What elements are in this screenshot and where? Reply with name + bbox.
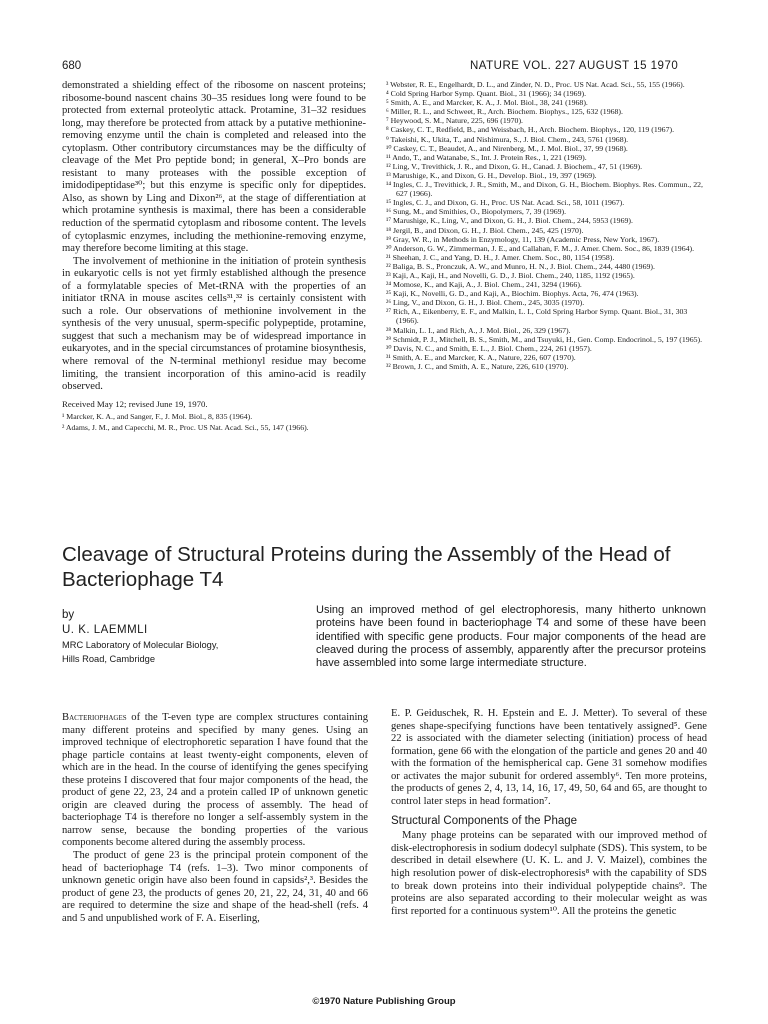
byline (62, 608, 292, 665)
reference-item: ¹⁵ Ingles, C. J., and Dixon, G. H., Proc. US Nat. Acad. Sci., 58, 1011 (1967). (386, 198, 625, 208)
reference-item: ⁷ Heywood, S. M., Nature, 225, 696 (1970). (386, 116, 523, 126)
reference-item: ³⁰ Davis, N. C., and Smith, E. L., J. Biol. Chem., 224, 261 (1957). (386, 343, 592, 353)
reference-item: ¹¹ Ando, T., and Watanabe, S., Int. J. Protein Res., 1, 221 (1969). (386, 152, 587, 162)
body-paragraph: The product of gene 23 is the principal protein component of the head of bacteriophage T4 (refs. 1–3). Two minor components of unknown genetic origin have also been found in capsids²,³. Besides the product of gene 23, the products of genes 20, 21, 22, 24, 31, 40 and 66 are required to determine the size and shape of the head-shell (refs. 4 and 5 and unpublished work of F. A. Eiserling, (62, 850, 368, 924)
reference-item: ²⁹ Schmidt, P. J., Mitchell, B. S., Smith, M., and Tsuyuki, H., Gen. Comp. Endocrinol., 5, 197 (1965). (386, 334, 703, 344)
reference-item: ¹⁸ Jergil, B., and Dixon, G. H., J. Biol. Chem., 245, 425 (1970). (386, 225, 584, 235)
section-heading: Structural Components of the Phage (391, 815, 578, 828)
reference-item: ²⁰ Anderson, G. W., Zimmerman, J. E., and Callahan, F. M., J. Amer. Chem. Soc., 86, 1839 (1964). (386, 243, 695, 253)
reference-item: ³¹ Smith, A. E., and Marcker, K. A., Nature, 226, 607 (1970). (386, 352, 576, 362)
references-list (386, 80, 706, 371)
previous-article-paragraph: demonstrated a shielding effect of the ribosome on nascent proteins; ribosome-bound nascent chains 30–35 residues long were found to be protected from external proteolytic attack. Protamine, 31–32 residues long, may therefore be protected from attack by a putative methionine-removing enzyme until the chain is completed and released into the cytoplasm. Other contributory circumstances may be the difficulty of cleavage of the Met Pro peptide bond; in general, X–Pro bonds are resistant to many proteases with the possible exception of imidodipeptidase³⁰; but this enzyme is specific only for dipeptides. Also, as shown by Ling and Dixon²⁶, at the stage of differentiation at which protamine synthesis is maximal, there has been a considerable reduction of the spermatid cytoplasm and ribosome content. The levels of cytoplasmic enzymes, including the methionine-removing enzyme, may therefore become limiting at this stage. (62, 80, 366, 255)
footnote: ¹ Marcker, K. A., and Sanger, F., J. Mol. Biol., 8, 835 (1964). (62, 411, 253, 421)
reference-item: ²⁸ Malkin, L. I., and Rich, A., J. Mol. Biol., 26, 329 (1967). (386, 325, 571, 335)
running-head: NATURE VOL. 227 AUGUST 15 1970 (470, 60, 679, 72)
reference-item: ⁶ Miller, R. L., and Schweet, R., Arch. Biochem. Biophys., 125, 632 (1968). (386, 107, 623, 117)
reference-item: ²⁵ Kaji, K., Novelli, G. D., and Kaji, A., Biochim. Biophys. Acta, 76, 474 (1963). (386, 289, 639, 299)
author-name: U. K. LAEMMLI (62, 624, 148, 636)
reference-item: ²² Baliga, B. S., Pronczuk, A. W., and Munro, H. N., J. Biol. Chem., 244, 4480 (1969). (386, 261, 655, 271)
reference-item: ²⁶ Ling, V., and Dixon, G. H., J. Biol. Chem., 245, 3035 (1970). (386, 298, 585, 308)
body-column-left (62, 712, 368, 925)
received-date: Received May 12; revised June 19, 1970. (62, 398, 208, 409)
reference-item: ¹⁰ Caskey, C. T., Beaudet, A., and Nirenberg, M., J. Mol. Biol., 37, 99 (1968). (386, 143, 628, 153)
body-paragraph: E. P. Geiduschek, R. H. Epstein and E. J. Metter). To several of these genes shape-specifying functions have been tentatively assigned⁵. Gene 22 is associated with the diameter selecting (initiation) process of head formation, gene 66 with the elongation of the particle and genes 20 and 40 with the formation of the hemispherical cap. Gene 31 somehow modifies or activates the major subunit for ordered assembly⁶. Ten more proteins, the products of genes 2, 4, 13, 14, 16, 17, 49, 50, 64 and 65, are thought to control later steps in head formation⁷. (391, 708, 707, 807)
copyright-footer: ©1970 Nature Publishing Group (312, 996, 456, 1007)
reference-item: ⁹ Takeishi, K., Ukita, T., and Nishimura, S., J. Biol. Chem., 243, 5761 (1968). (386, 134, 629, 144)
reference-item: ¹³ Marushige, K., and Dixon, G. H., Develop. Biol., 19, 397 (1969). (386, 170, 597, 180)
previous-article-paragraph: The involvement of methionine in the initiation of protein synthesis in eukaryotic cells is not yet firmly established although the presence of a formylatable species of Met-tRNA with the properties of an initiator tRNA in mouse ascites cells³¹,³² is certainly consistent with such a role. Our observations of methionine involvement in the synthesis of the very unusual, sperm-specific polypeptide, protamine, suggest that such a mechanism may be of widespread importance in eukaryotes, and in the special circumstances of protamine biosynthesis, where removal of the N-terminal methionyl residue may become limiting, the transient incorporation of this amino-acid is readily observed. (62, 255, 366, 393)
abstract: Using an improved method of gel electrophoresis, many hitherto unknown proteins have been found in bacteriophage T4 and some of these have been identified with specific gene products. Four major components of the head are cleaved during the process of assembly, apparently after the precursor proteins have assembled into some large intermediate structure. (316, 604, 706, 670)
body-column-right (391, 708, 707, 918)
body-paragraph: Many phage proteins can be separated with our improved method of disk-electrophoresis in sodium dodecyl sulphate (SDS). This system, to be described in detail elsewhere (U. K. L. and J. V. Maizel), combines the high resolution power of disk-electrophoresis⁸ with the capability of SDS to break down proteins into their individual polypeptide chains⁹. The proteins are also separated according to their molecular weight as was first reported for a continuous system¹⁰. All the proteins the genetic (391, 830, 707, 917)
reference-item: ²⁷ Rich, A., Eikenberry, E. F., and Malkin, L. I., Cold Spring Harbor Symp. Quant. Biol., 31, 303 (1966). (386, 307, 688, 326)
reference-item: ¹⁴ Ingles, C. J., Trevithick, J. R., Smith, M., and Dixon, G. H., Biochem. Biophys. Res. Commun., 22, 627 (1966). (386, 180, 703, 199)
reference-item: ¹⁷ Marushige, K., Ling, V., and Dixon, G. H., J. Biol. Chem., 244, 5953 (1969). (386, 216, 633, 226)
reference-item: ¹² Ling, V., Trevithick, J. R., and Dixon, G. H., Canad. J. Biochem., 47, 51 (1969). (386, 161, 643, 171)
reference-item: ³² Brown, J. C., and Smith, A. E., Nature, 226, 610 (1970). (386, 361, 569, 371)
affiliation-line: MRC Laboratory of Molecular Biology, (62, 640, 219, 650)
reference-item: ⁸ Caskey, C. T., Redfield, B., and Weissbach, H., Arch. Biochem. Biophys., 120, 119 (1967). (386, 125, 675, 135)
by-label: by (62, 609, 75, 621)
reference-item: ³ Webster, R. E., Engelhardt, D. L., and Zinder, N. D., Proc. US Nat. Acad. Sci., 55, 155 (1966). (386, 80, 685, 89)
reference-item: ¹⁶ Sung, M., and Smithies, O., Biopolymers, 7, 39 (1969). (386, 207, 567, 217)
body-paragraph: Bacteriophages of the T-even type are complex structures containing many different proteins and specified by many genes. Using an improved technique of electrophoretic separation I have found that the phage particle contains at least twenty-eight components, eleven of which are in the head. In the course of identifying the genes specifying these proteins I discovered that four major components of the head, the product of gene 22, 23, 24 and a protein called IP of unknown genetic origin are cleaved during the process of assembly. The head of bacteriophage T4 is therefore no longer a self-assembly system in the narrow sense, because the bonding properties of the various components become altered during the assembly process. (62, 712, 368, 849)
reference-item: ⁵ Smith, A. E., and Marcker, K. A., J. Mol. Biol., 38, 241 (1968). (386, 98, 588, 108)
reference-item: ²¹ Sheehan, J. C., and Yang, D. H., J. Amer. Chem. Soc., 80, 1154 (1958). (386, 252, 615, 262)
reference-item: ⁴ Cold Spring Harbor Symp. Quant. Biol., 31 (1966); 34 (1969). (386, 89, 587, 99)
article-title: Cleavage of Structural Proteins during the Assembly of the Head of Bacteriophage T4 (62, 543, 671, 591)
affiliation-line: Hills Road, Cambridge (62, 653, 156, 664)
previous-article-column (62, 80, 366, 432)
reference-item: ¹⁹ Gray, W. R., in Methods in Enzymology, 11, 139 (Academic Press, New York, 1967). (386, 234, 660, 244)
page-number: 680 (62, 60, 82, 72)
reference-item: ²³ Kaji, A., Kaji, H., and Novelli, G. D., J. Biol. Chem., 240, 1185, 1192 (1965). (386, 270, 635, 280)
footnote: ² Adams, J. M., and Capecchi, M. R., Proc. US Nat. Acad. Sci., 55, 147 (1966). (62, 422, 309, 432)
lead-word: Bacteriophages (62, 712, 127, 723)
reference-item: ²⁴ Momose, K., and Kaji, A., J. Biol. Chem., 241, 3294 (1966). (386, 280, 582, 290)
